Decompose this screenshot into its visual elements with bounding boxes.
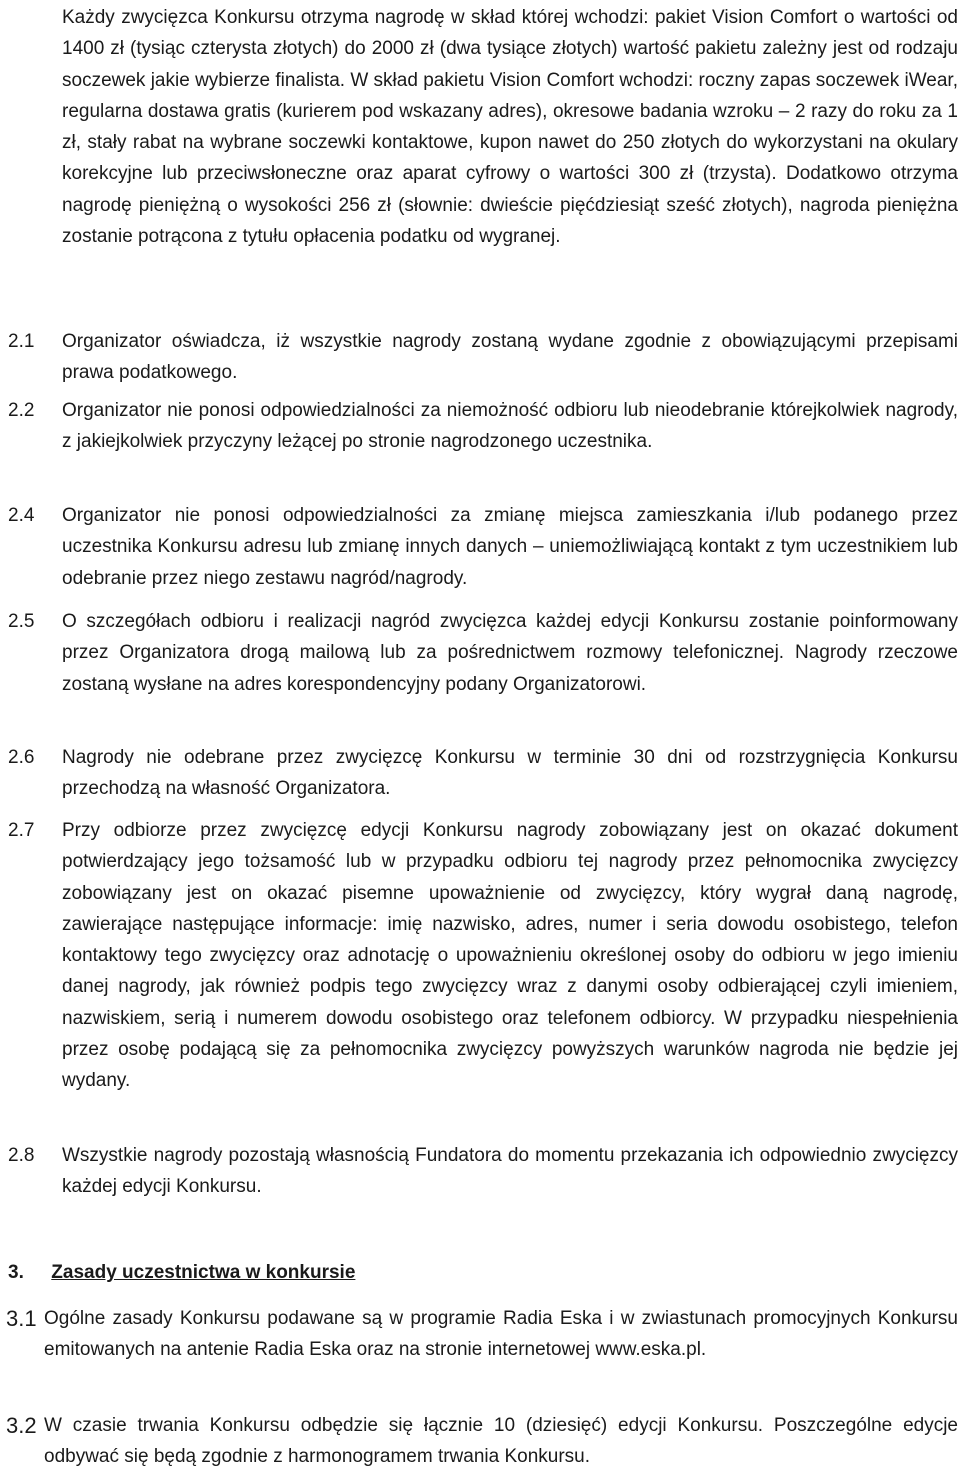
rule-text: W czasie trwania Konkursu odbędzie się łącznie 10 (dziesięć) edycji Konkursu. Poszczególne edycje odbywać się będą zgodnie z harmonogramem trwania Konkursu.	[44, 1415, 958, 1468]
clause-number: 2.8	[8, 1145, 35, 1166]
section-heading	[8, 1262, 355, 1284]
clause-text: Wszystkie nagrody pozostają własnością Fundatora do momentu przekazania ich odpowiednio zwycięzcy każdej edycji Konkursu.	[62, 1145, 958, 1198]
clause-number: 2.6	[8, 747, 35, 768]
clause-number: 2.2	[8, 400, 35, 421]
clause-text: Organizator nie ponosi odpowiedzialności za niemożność odbioru lub nieodebranie którejkolwiek nagrody, z jakiejkolwiek przyczyny leżącej po stronie nagrodzonego uczestnika.	[62, 400, 958, 453]
clause-number: 2.1	[8, 331, 35, 352]
clause-text: Nagrody nie odebrane przez zwycięzcę Konkursu w terminie 30 dni od rozstrzygnięcia Konkursu przechodzą na własność Organizatora.	[62, 747, 958, 800]
clause-text: Organizator oświadcza, iż wszystkie nagrody zostaną wydane zgodnie z obowiązującymi przepisami prawa podatkowego.	[62, 331, 958, 384]
rule-number: 3.1	[6, 1306, 37, 1331]
clause-text: Przy odbiorze przez zwycięzcę edycji Konkursu nagrody zobowiązany jest on okazać dokument potwierdzający jego tożsamość lub w przypadku odbioru tej nagrody przez pełnomocnika zwycięzcy zobowiązany jest on okazać pisemne upoważnienie od zwycięzcy, który wygrał daną nagrodę, zawierające następujące informacje: imię nazwisko, adres, numer i seria dowodu osobistego, telefon kontaktowy tego zwycięzcy oraz adnotację o upoważnieniu określonej osoby do odbioru w jego imieniu danej nagrody, jak również podpis tego zwycięzcy wraz z danymi osoby odbierającej czyli imieniem, nazwiskiem, serią i numerem dowodu osobistego oraz telefonem odbiorcy. W przypadku niespełnienia przez osobę podającą się za pełnomocnika zwycięzcy powyższych warunków nagroda nie będzie jej wydany.	[62, 820, 958, 1092]
section-number: 3.	[8, 1262, 24, 1283]
intro-paragraph: Każdy zwycięzca Konkursu otrzyma nagrodę w skład której wchodzi: pakiet Vision Comfort o wartości od 1400 zł (tysiąc czterysta złotych) do 2000 zł (dwa tysiące złotych) wartość pakietu zależny jest od rodzaju soczewek jakie wybierze finalista. W skład pakietu Vision Comfort wchodzi: roczny zapas soczewek iWear, regularna dostawa gratis (kurierem pod wskazany adres), okresowe badania wzroku – 2 razy do roku za 1 zł, stały rabat na wybrane soczewki kontaktowe, kupon nawet do 250 złotych do wykorzystani na okulary korekcyjne lub przeciwsłoneczne oraz aparat cyfrowy o wartości 300 zł (trzysta). Dodatkowo otrzyma nagrodę pieniężną o wysokości 256 zł (słownie: dwieście pięćdziesiąt sześć złotych), nagroda pieniężna zostanie potrącona z tytułu opłacenia podatku od wygranej.	[62, 7, 958, 248]
rule-number: 3.2	[6, 1413, 37, 1438]
rule-text: Ogólne zasady Konkursu podawane są w programie Radia Eska i w zwiastunach promocyjnych Konkursu emitowanych na antenie Radia Eska oraz na stronie internetowej www.eska.pl.	[44, 1308, 958, 1361]
section-title: Zasady uczestnictwa w konkursie	[51, 1262, 356, 1283]
clause-text: Organizator nie ponosi odpowiedzialności za zmianę miejsca zamieszkania i/lub podanego przez uczestnika Konkursu adresu lub zmianę innych danych – uniemożliwiającą kontakt z tym uczestnikiem lub odebranie przez niego zestawu nagród/nagrody.	[62, 505, 958, 589]
clause-number: 2.4	[8, 505, 35, 526]
clause-number: 2.7	[8, 820, 35, 841]
clause-text: O szczegółach odbioru i realizacji nagród zwycięzca każdej edycji Konkursu zostanie poinformowany przez Organizatora drogą mailową lub za pośrednictwem rozmowy telefonicznej. Nagrody rzeczowe zostaną wysłane na adres korespondencyjny podany Organizatorowi.	[62, 611, 958, 695]
clause-number: 2.5	[8, 611, 35, 632]
